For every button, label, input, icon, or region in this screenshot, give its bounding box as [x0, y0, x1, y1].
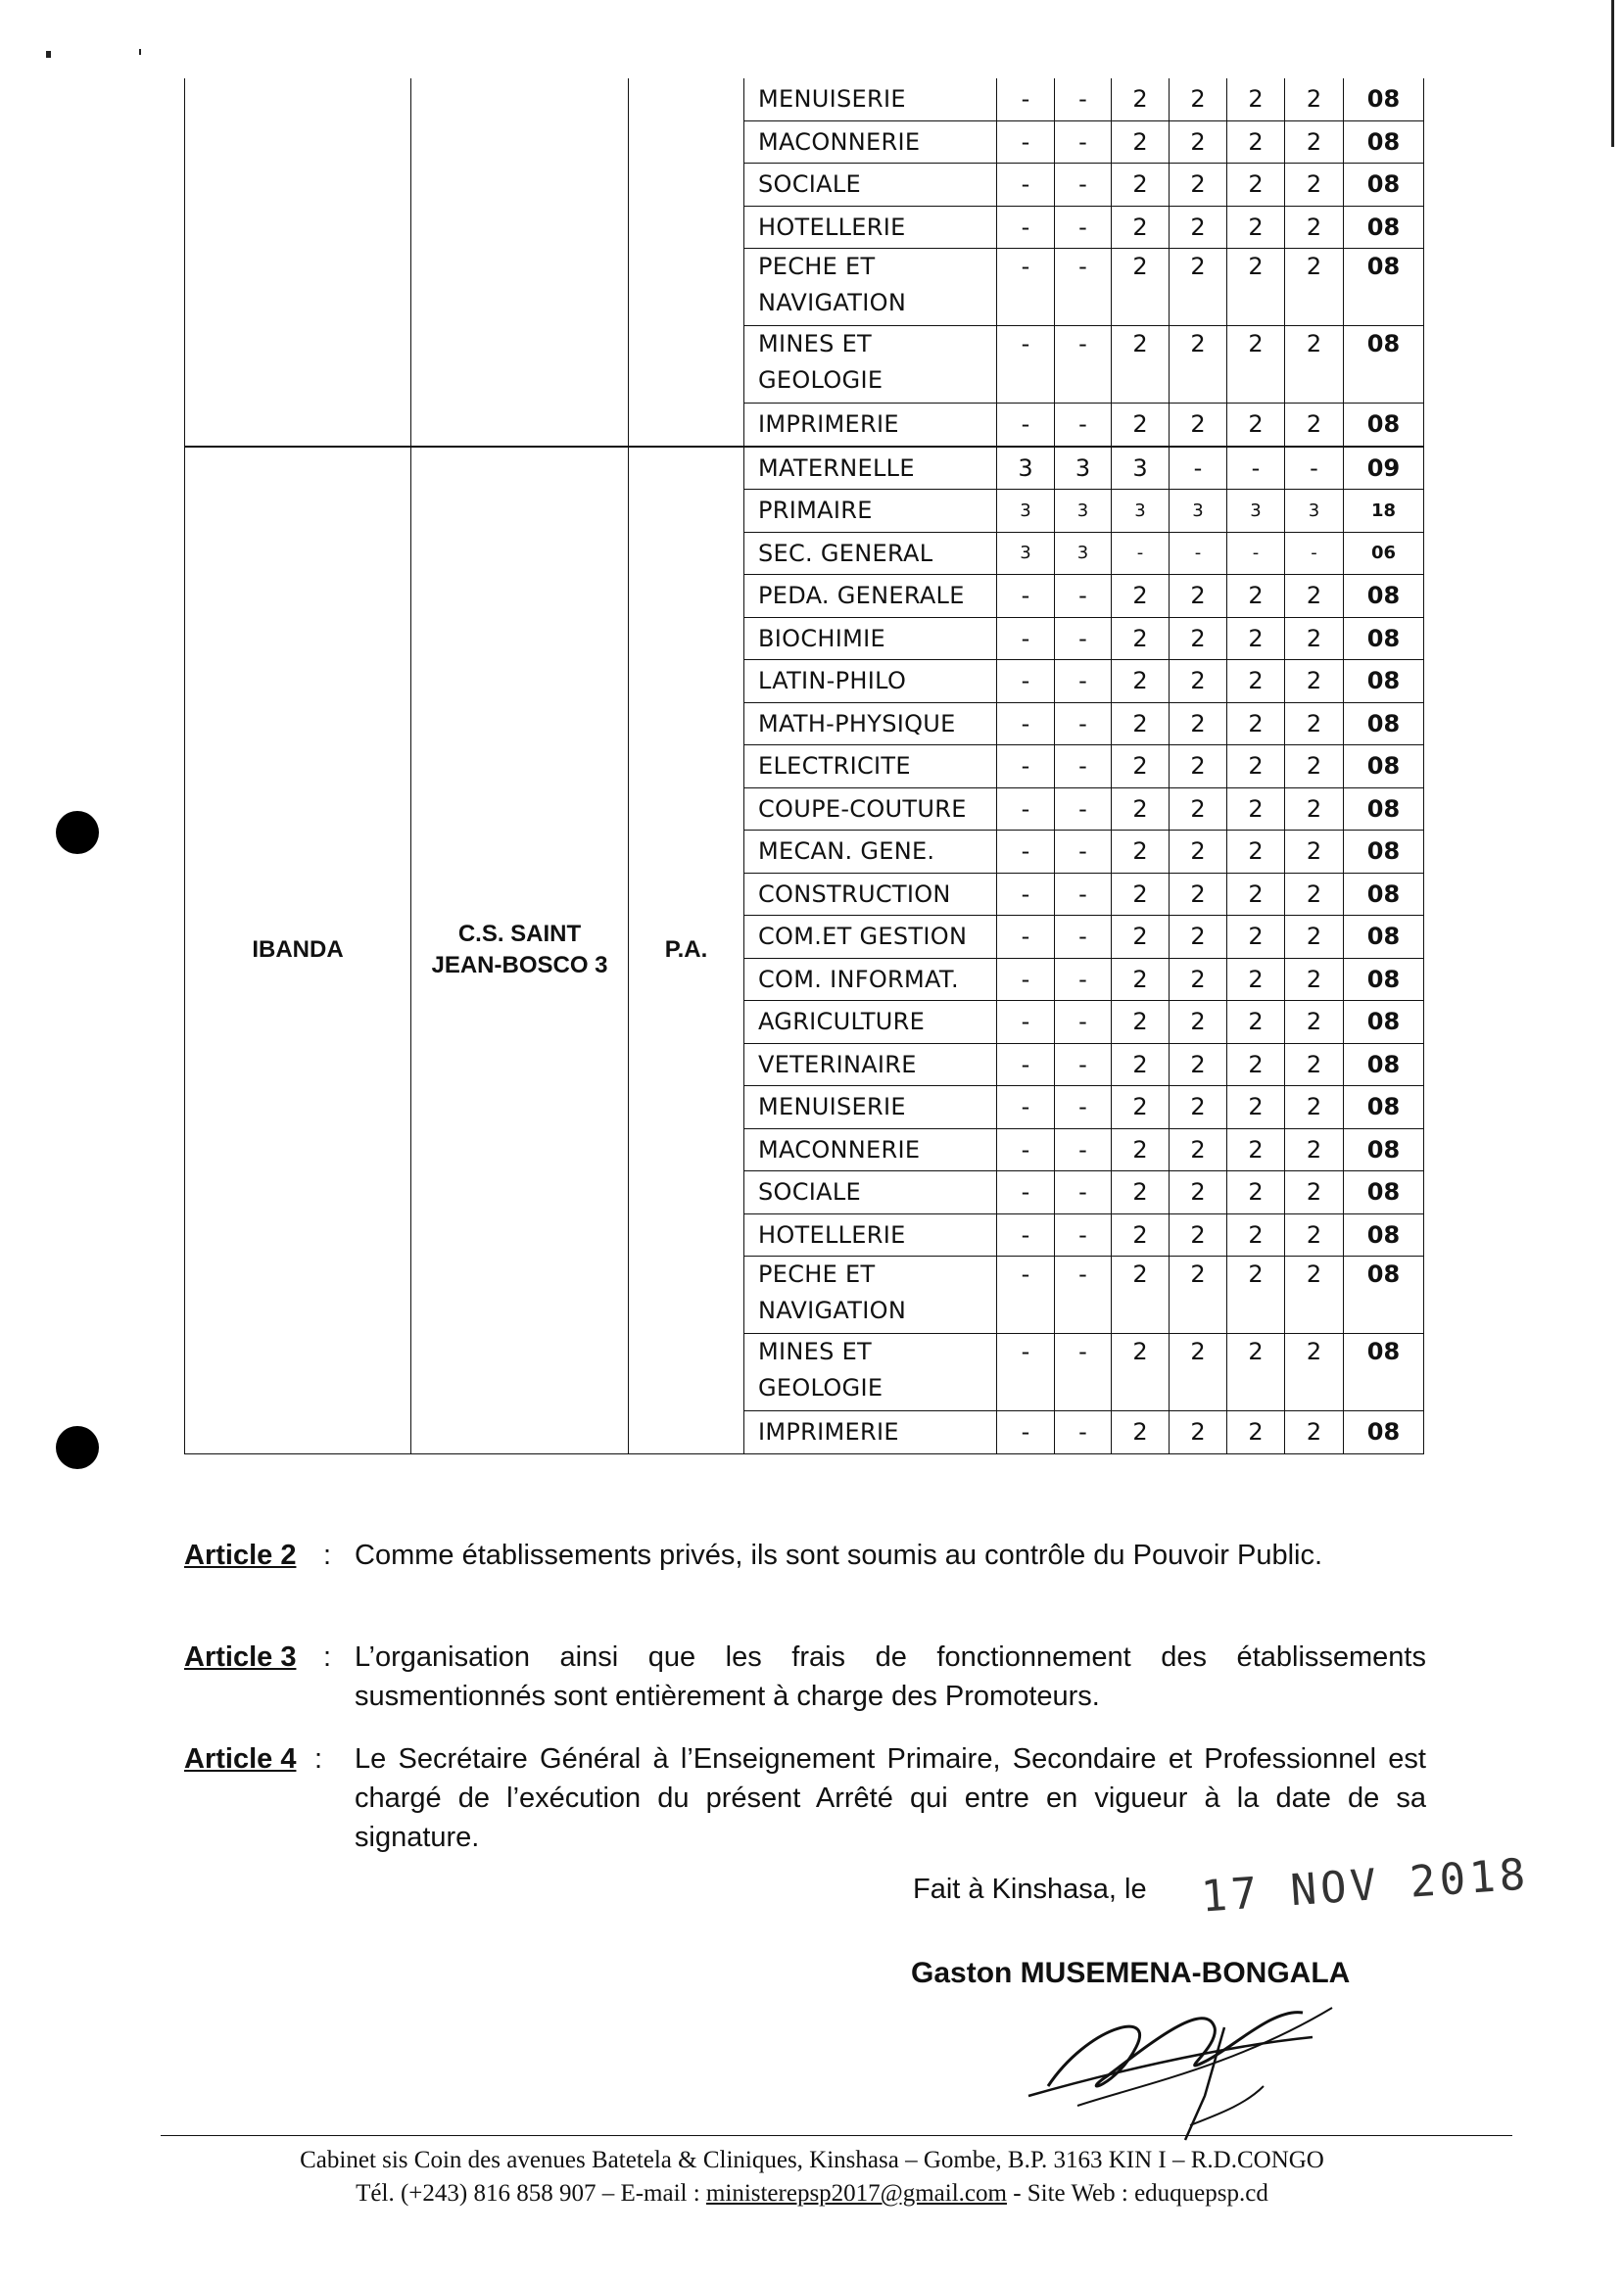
total-cell: 08 [1344, 873, 1424, 916]
value-cell: - [997, 1001, 1055, 1044]
value-cell: 2 [1285, 1411, 1344, 1454]
empty-cell [185, 164, 411, 207]
value-cell: 3 [1285, 490, 1344, 533]
total-cell: 08 [1344, 1001, 1424, 1044]
value-cell: 2 [1170, 78, 1227, 120]
value-cell: 2 [1170, 120, 1227, 164]
value-cell: 2 [1112, 958, 1170, 1001]
value-cell: - [1227, 532, 1285, 575]
filiere-cell: MENUISERIE [744, 78, 997, 120]
total-cell: 08 [1344, 916, 1424, 959]
value-cell: 2 [1112, 1171, 1170, 1214]
value-cell: - [997, 617, 1055, 660]
article-separator: : [314, 1743, 323, 1775]
punch-hole [56, 811, 99, 854]
value-cell: - [997, 1171, 1055, 1214]
value-cell: 2 [1170, 575, 1227, 618]
value-cell: 2 [1227, 326, 1285, 404]
value-cell: 2 [1227, 1213, 1285, 1257]
value-cell: 2 [1112, 206, 1170, 249]
empty-cell [411, 78, 629, 120]
total-cell: 08 [1344, 1128, 1424, 1171]
article-label: Article 4 [184, 1743, 297, 1775]
filiere-cell: BIOCHIMIE [744, 617, 997, 660]
value-cell: 2 [1285, 249, 1344, 326]
value-cell: 2 [1112, 120, 1170, 164]
value-cell: 2 [1170, 745, 1227, 788]
filiere-cell: HOTELLERIE [744, 206, 997, 249]
table-row [185, 164, 1424, 207]
value-cell: 2 [1112, 1213, 1170, 1257]
filiere-cell: MATERNELLE [744, 447, 997, 490]
value-cell: - [997, 249, 1055, 326]
article-separator: : [323, 1540, 332, 1571]
value-cell: 3 [1055, 532, 1112, 575]
value-cell: - [1170, 532, 1227, 575]
value-cell: - [997, 787, 1055, 831]
value-cell: 2 [1227, 617, 1285, 660]
value-cell: - [1055, 326, 1112, 404]
value-cell: 2 [1285, 1043, 1344, 1086]
empty-cell [411, 249, 629, 326]
filiere-cell: SOCIALE [744, 1171, 997, 1214]
value-cell: - [997, 78, 1055, 120]
value-cell: 2 [1285, 745, 1344, 788]
filiere-cell: MINES ET GEOLOGIE [744, 1334, 997, 1411]
filiere-cell: ELECTRICITE [744, 745, 997, 788]
filiere-cell: MECAN. GENE. [744, 831, 997, 874]
value-cell: - [1055, 120, 1112, 164]
value-cell: 2 [1227, 702, 1285, 745]
value-cell: 2 [1227, 404, 1285, 447]
value-cell: 2 [1170, 1334, 1227, 1411]
value-cell: 2 [1227, 787, 1285, 831]
value-cell: 2 [1112, 702, 1170, 745]
value-cell: 2 [1285, 164, 1344, 207]
empty-cell [185, 249, 411, 326]
value-cell: - [997, 326, 1055, 404]
value-cell: 2 [1285, 1213, 1344, 1257]
value-cell: 2 [1170, 916, 1227, 959]
filiere-cell: VETERINAIRE [744, 1043, 997, 1086]
table-row [185, 326, 1424, 404]
value-cell: 2 [1112, 1334, 1170, 1411]
value-cell: 2 [1170, 1257, 1227, 1334]
value-cell: 3 [1112, 447, 1170, 490]
value-cell: 2 [1227, 249, 1285, 326]
value-cell: 2 [1170, 164, 1227, 207]
filiere-cell: IMPRIMERIE [744, 404, 997, 447]
value-cell: 2 [1285, 1086, 1344, 1129]
total-cell: 08 [1344, 575, 1424, 618]
value-cell: - [1055, 873, 1112, 916]
value-cell: - [1055, 702, 1112, 745]
total-cell: 08 [1344, 1411, 1424, 1454]
filiere-cell: MACONNERIE [744, 1128, 997, 1171]
value-cell: 2 [1112, 873, 1170, 916]
value-cell: - [997, 873, 1055, 916]
value-cell: 2 [1285, 1128, 1344, 1171]
value-cell: - [1055, 575, 1112, 618]
value-cell: 3 [1170, 490, 1227, 533]
empty-cell [411, 326, 629, 404]
value-cell: 2 [1112, 164, 1170, 207]
value-cell: 2 [1285, 1001, 1344, 1044]
signer-name: Gaston MUSEMENA-BONGALA [911, 1957, 1351, 1989]
localite-cell: IBANDA [185, 447, 411, 1454]
empty-cell [411, 164, 629, 207]
value-cell: - [1055, 249, 1112, 326]
value-cell: - [1285, 447, 1344, 490]
value-cell: 3 [997, 532, 1055, 575]
place-and-date-label: Fait à Kinshasa, le [913, 1874, 1147, 1905]
value-cell: - [1055, 660, 1112, 703]
filiere-cell: COUPE-COUTURE [744, 787, 997, 831]
value-cell: - [997, 1086, 1055, 1129]
value-cell: 2 [1285, 575, 1344, 618]
value-cell: - [997, 1411, 1055, 1454]
total-cell: 08 [1344, 326, 1424, 404]
total-cell: 08 [1344, 660, 1424, 703]
value-cell: 2 [1285, 702, 1344, 745]
value-cell: 2 [1170, 1411, 1227, 1454]
value-cell: 2 [1227, 958, 1285, 1001]
value-cell: - [997, 660, 1055, 703]
total-cell: 08 [1344, 206, 1424, 249]
value-cell: 2 [1170, 249, 1227, 326]
filiere-cell: MATH-PHYSIQUE [744, 702, 997, 745]
value-cell: 2 [1170, 1128, 1227, 1171]
footer-contact [0, 2180, 1624, 2208]
filiere-cell: PRIMAIRE [744, 490, 997, 533]
footer-address: Cabinet sis Coin des avenues Batetela & Cliniques, Kinshasa – Gombe, B.P. 3163 KIN I – R.D.CONGO [300, 2147, 1324, 2173]
value-cell: - [1170, 447, 1227, 490]
empty-cell [629, 326, 744, 404]
value-cell: - [997, 404, 1055, 447]
value-cell: 2 [1112, 575, 1170, 618]
value-cell: 2 [1170, 787, 1227, 831]
value-cell: - [997, 164, 1055, 207]
total-cell: 06 [1344, 532, 1424, 575]
value-cell: 2 [1112, 1257, 1170, 1334]
regime-cell: P.A. [629, 447, 744, 1454]
filiere-cell: MINES ET GEOLOGIE [744, 326, 997, 404]
filiere-cell: MENUISERIE [744, 1086, 997, 1129]
value-cell: 2 [1170, 1001, 1227, 1044]
total-cell: 18 [1344, 490, 1424, 533]
value-cell: 2 [1285, 1257, 1344, 1334]
value-cell: 2 [1112, 916, 1170, 959]
value-cell: 2 [1227, 873, 1285, 916]
value-cell: 3 [1227, 490, 1285, 533]
value-cell: - [1055, 1411, 1112, 1454]
table-row [185, 404, 1424, 447]
empty-cell [411, 206, 629, 249]
value-cell: - [1055, 1213, 1112, 1257]
value-cell: - [1055, 206, 1112, 249]
value-cell: 2 [1285, 120, 1344, 164]
value-cell: 2 [1227, 164, 1285, 207]
value-cell: - [1055, 617, 1112, 660]
value-cell: 2 [1227, 78, 1285, 120]
value-cell: 2 [1285, 958, 1344, 1001]
article-2 [184, 1536, 1426, 1575]
value-cell: - [997, 120, 1055, 164]
value-cell: 2 [1227, 831, 1285, 874]
total-cell: 08 [1344, 1171, 1424, 1214]
value-cell: 2 [1227, 1128, 1285, 1171]
value-cell: - [1055, 78, 1112, 120]
total-cell: 08 [1344, 120, 1424, 164]
total-cell: 08 [1344, 249, 1424, 326]
total-cell: 08 [1344, 831, 1424, 874]
value-cell: 2 [1170, 1213, 1227, 1257]
empty-cell [629, 120, 744, 164]
punch-hole [56, 1426, 99, 1469]
filiere-cell: SEC. GENERAL [744, 532, 997, 575]
empty-cell [411, 404, 629, 447]
value-cell: 2 [1170, 617, 1227, 660]
total-cell: 08 [1344, 404, 1424, 447]
value-cell: - [1055, 831, 1112, 874]
value-cell: 3 [1055, 490, 1112, 533]
value-cell: 2 [1227, 1043, 1285, 1086]
value-cell: - [1055, 958, 1112, 1001]
value-cell: 2 [1285, 916, 1344, 959]
value-cell: 2 [1227, 660, 1285, 703]
value-cell: 2 [1227, 1334, 1285, 1411]
footer-phone: Tél. (+243) 816 858 907 – E-mail : [356, 2180, 706, 2207]
value-cell: 2 [1285, 1334, 1344, 1411]
value-cell: - [997, 1257, 1055, 1334]
total-cell: 08 [1344, 745, 1424, 788]
value-cell: - [997, 831, 1055, 874]
value-cell: 2 [1112, 78, 1170, 120]
value-cell: 3 [997, 490, 1055, 533]
value-cell: 2 [1112, 617, 1170, 660]
value-cell: 2 [1285, 873, 1344, 916]
empty-cell [185, 326, 411, 404]
value-cell: 2 [1227, 745, 1285, 788]
value-cell: 2 [1285, 831, 1344, 874]
value-cell: - [997, 575, 1055, 618]
empty-cell [629, 78, 744, 120]
article-label: Article 2 [184, 1540, 297, 1571]
filiere-cell: PEDA. GENERALE [744, 575, 997, 618]
value-cell: - [1055, 1086, 1112, 1129]
value-cell: 2 [1112, 1128, 1170, 1171]
footer-rule [161, 2135, 1512, 2136]
value-cell: 2 [1112, 249, 1170, 326]
value-cell: 2 [1112, 745, 1170, 788]
value-cell: 3 [1055, 447, 1112, 490]
table-row [185, 249, 1424, 326]
value-cell: - [1055, 164, 1112, 207]
table-row [185, 447, 1424, 490]
value-cell: - [997, 206, 1055, 249]
value-cell: - [1055, 1128, 1112, 1171]
filiere-cell: COM. INFORMAT. [744, 958, 997, 1001]
value-cell: 2 [1170, 206, 1227, 249]
value-cell: 2 [1227, 1001, 1285, 1044]
value-cell: 2 [1112, 1411, 1170, 1454]
filiere-cell: MACONNERIE [744, 120, 997, 164]
value-cell: - [1055, 404, 1112, 447]
value-cell: 2 [1227, 1411, 1285, 1454]
empty-cell [185, 78, 411, 120]
value-cell: - [1055, 745, 1112, 788]
filiere-cell: LATIN-PHILO [744, 660, 997, 703]
value-cell: - [1055, 1001, 1112, 1044]
value-cell: 2 [1227, 120, 1285, 164]
value-cell: 2 [1170, 958, 1227, 1001]
value-cell: - [1055, 1043, 1112, 1086]
scan-speck [46, 51, 51, 58]
value-cell: - [997, 745, 1055, 788]
total-cell: 08 [1344, 78, 1424, 120]
stamp-date: 17 NOV 2018 [1199, 1849, 1531, 1923]
empty-cell [185, 120, 411, 164]
total-cell: 08 [1344, 1043, 1424, 1086]
total-cell: 08 [1344, 1334, 1424, 1411]
total-cell: 08 [1344, 164, 1424, 207]
total-cell: 08 [1344, 958, 1424, 1001]
filiere-cell: AGRICULTURE [744, 1001, 997, 1044]
value-cell: 2 [1112, 404, 1170, 447]
value-cell: 2 [1112, 1086, 1170, 1129]
total-cell: 08 [1344, 617, 1424, 660]
value-cell: 2 [1112, 1001, 1170, 1044]
filiere-cell: COM.ET GESTION [744, 916, 997, 959]
value-cell: 2 [1170, 1043, 1227, 1086]
empty-cell [185, 206, 411, 249]
scan-speck [1611, 0, 1614, 147]
article-text: Le Secrétaire Général à l’Enseignement Primaire, Secondaire et Professionnel est chargé de l’exécution du présent Arrêté qui entre en vigueur à la date de sa signature. [355, 1743, 1426, 1853]
value-cell: - [1055, 1171, 1112, 1214]
empty-cell [629, 249, 744, 326]
value-cell: - [1285, 532, 1344, 575]
article-4 [184, 1739, 1426, 1857]
scan-speck [139, 49, 141, 55]
value-cell: 2 [1170, 831, 1227, 874]
filiere-cell: IMPRIMERIE [744, 1411, 997, 1454]
total-cell: 08 [1344, 702, 1424, 745]
table-body [185, 78, 1424, 1453]
value-cell: - [1055, 916, 1112, 959]
value-cell: 2 [1227, 575, 1285, 618]
value-cell: 2 [1170, 660, 1227, 703]
value-cell: 2 [1112, 831, 1170, 874]
value-cell: 3 [997, 447, 1055, 490]
value-cell: - [1227, 447, 1285, 490]
value-cell: 2 [1285, 660, 1344, 703]
table-row [185, 206, 1424, 249]
value-cell: 2 [1227, 916, 1285, 959]
value-cell: 2 [1285, 617, 1344, 660]
value-cell: 2 [1227, 1086, 1285, 1129]
footer-email-link[interactable]: ministerepsp2017@gmail.com [705, 2180, 1007, 2207]
total-cell: 08 [1344, 787, 1424, 831]
empty-cell [629, 206, 744, 249]
filiere-cell: PECHE ET NAVIGATION [744, 1257, 997, 1334]
value-cell: 2 [1170, 1171, 1227, 1214]
empty-cell [411, 120, 629, 164]
value-cell: - [1055, 1257, 1112, 1334]
schools-table [184, 78, 1424, 1454]
value-cell: - [1055, 1334, 1112, 1411]
total-cell: 08 [1344, 1086, 1424, 1129]
footer-website: - Site Web : eduquepsp.cd [1006, 2180, 1268, 2207]
empty-cell [185, 404, 411, 447]
value-cell: 2 [1170, 404, 1227, 447]
table-row [185, 120, 1424, 164]
filiere-cell: PECHE ET NAVIGATION [744, 249, 997, 326]
total-cell: 08 [1344, 1213, 1424, 1257]
value-cell: 2 [1285, 78, 1344, 120]
value-cell: 2 [1170, 1086, 1227, 1129]
filiere-cell: HOTELLERIE [744, 1213, 997, 1257]
filiere-cell: CONSTRUCTION [744, 873, 997, 916]
value-cell: - [997, 1043, 1055, 1086]
total-cell: 09 [1344, 447, 1424, 490]
value-cell: 2 [1285, 326, 1344, 404]
value-cell: 2 [1227, 1171, 1285, 1214]
value-cell: - [997, 958, 1055, 1001]
value-cell: 2 [1285, 206, 1344, 249]
value-cell: - [1112, 532, 1170, 575]
value-cell: 2 [1227, 206, 1285, 249]
value-cell: 2 [1170, 873, 1227, 916]
article-text: Comme établissements privés, ils sont soumis au contrôle du Pouvoir Public. [355, 1540, 1323, 1571]
value-cell: - [997, 1213, 1055, 1257]
etablissement-cell: C.S. SAINT JEAN-BOSCO 3 [411, 447, 629, 1454]
value-cell: - [997, 1128, 1055, 1171]
article-3 [184, 1638, 1426, 1716]
value-cell: 2 [1112, 660, 1170, 703]
article-separator: : [323, 1641, 332, 1673]
value-cell: 2 [1285, 404, 1344, 447]
value-cell: - [997, 916, 1055, 959]
value-cell: 2 [1285, 787, 1344, 831]
value-cell: - [1055, 787, 1112, 831]
empty-cell [629, 404, 744, 447]
value-cell: 2 [1285, 1171, 1344, 1214]
table-row [185, 78, 1424, 120]
value-cell: - [997, 1334, 1055, 1411]
filiere-cell: SOCIALE [744, 164, 997, 207]
value-cell: 2 [1170, 702, 1227, 745]
value-cell: 2 [1227, 1257, 1285, 1334]
article-label: Article 3 [184, 1641, 297, 1673]
value-cell: 3 [1112, 490, 1170, 533]
value-cell: 2 [1112, 1043, 1170, 1086]
value-cell: 2 [1112, 326, 1170, 404]
total-cell: 08 [1344, 1257, 1424, 1334]
value-cell: 2 [1112, 787, 1170, 831]
handwritten-signature [1019, 1969, 1342, 2155]
empty-cell [629, 164, 744, 207]
article-text: L’organisation ainsi que les frais de fonctionnement des établissements susmentionnés sont entièrement à charge des Promoteurs. [355, 1641, 1426, 1712]
value-cell: - [997, 702, 1055, 745]
value-cell: 2 [1170, 326, 1227, 404]
